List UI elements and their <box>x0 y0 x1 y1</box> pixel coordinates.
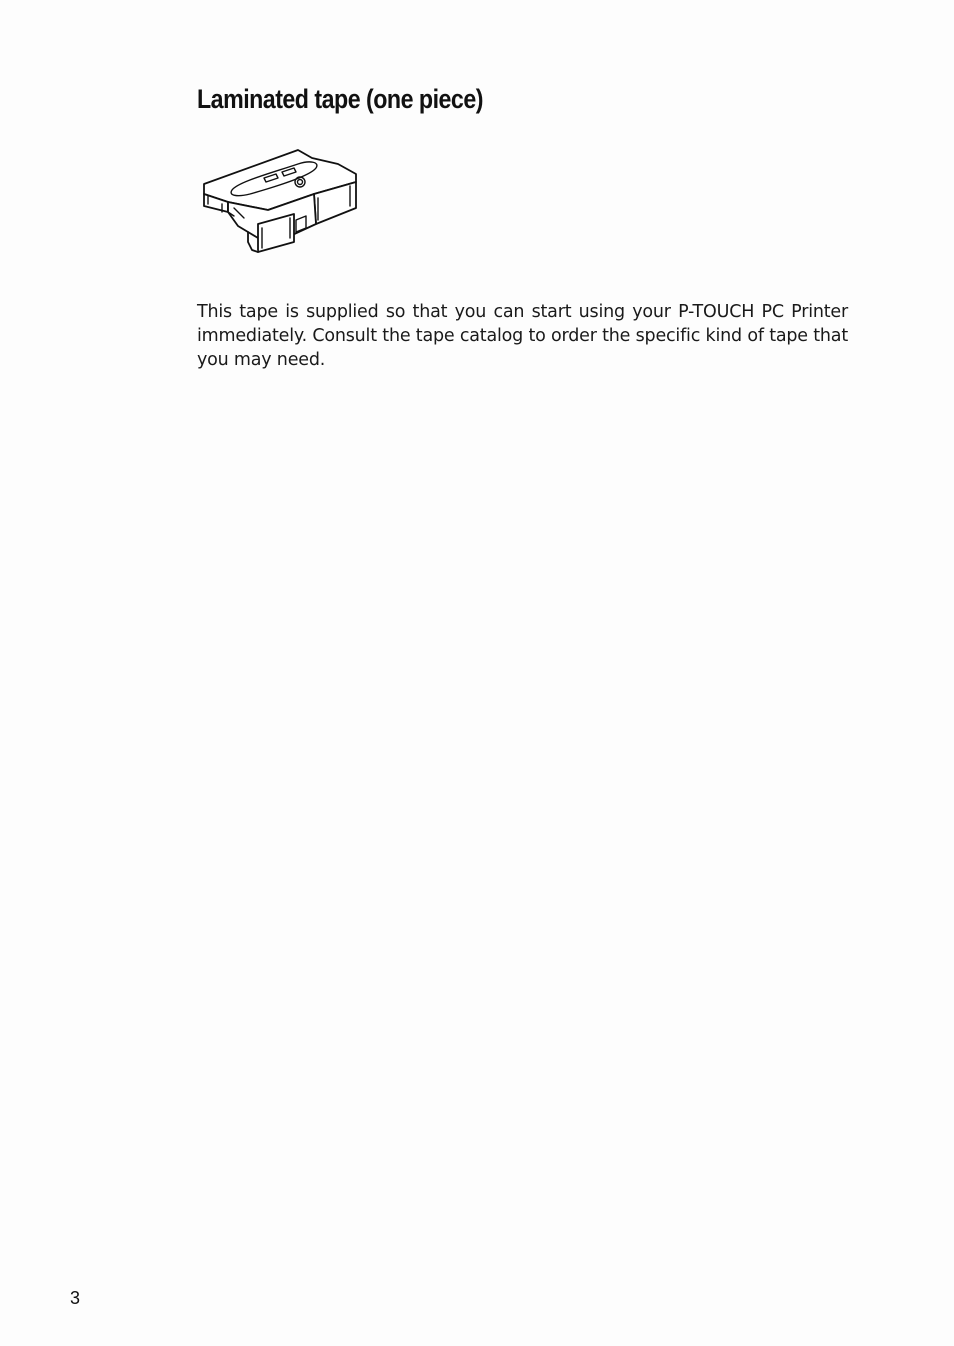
section-heading: Laminated tape (one piece) <box>197 84 483 114</box>
tape-cassette-icon <box>198 146 362 256</box>
page-number: 3 <box>70 1288 81 1308</box>
body-paragraph: This tape is supplied so that you can start using your P-TOUCH PC Printer immediately. Consult the tape catalog to order the specific kind of tape that you may need. <box>197 302 848 370</box>
